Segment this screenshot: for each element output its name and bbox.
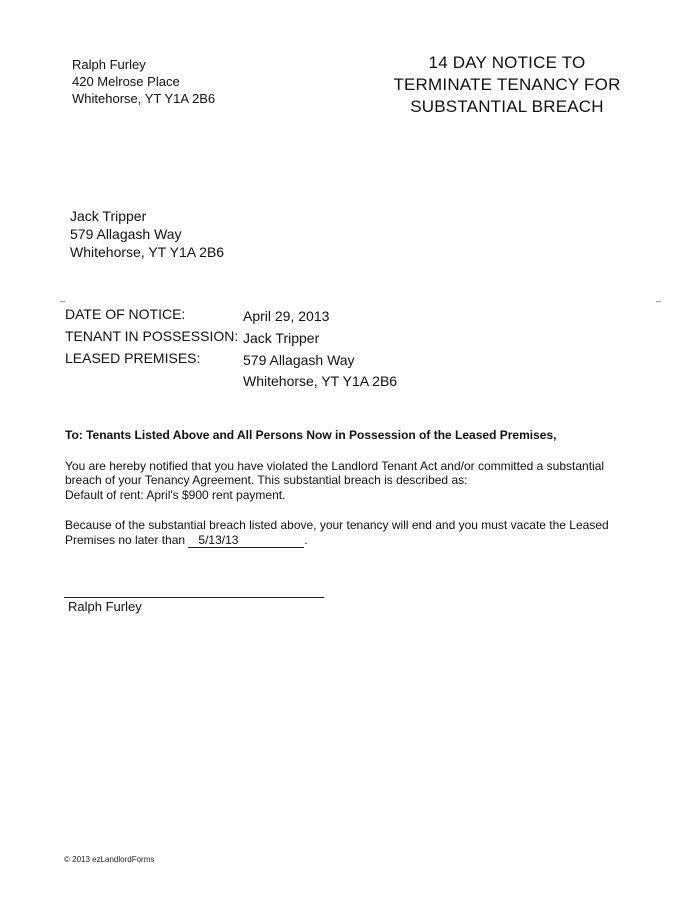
breach-line-2: breach of your Tenancy Agreement. This substantial breach is described as: bbox=[65, 473, 468, 487]
copyright-footer: © 2013 ezLandlordForms bbox=[64, 855, 155, 864]
greeting: To: Tenants Listed Above and All Persons Now in Possession of the Leased Premises, bbox=[65, 428, 557, 442]
premises-value bbox=[243, 350, 397, 392]
breach-description: Default of rent: April's $900 rent payment. bbox=[65, 487, 286, 502]
date-value: April 29, 2013 bbox=[243, 308, 330, 324]
tenant-value: Jack Tripper bbox=[243, 330, 320, 346]
premises-label: LEASED PREMISES: bbox=[65, 350, 201, 366]
tenant-address bbox=[70, 207, 224, 261]
landlord-street: 420 Melrose Place bbox=[72, 74, 180, 89]
date-label: DATE OF NOTICE: bbox=[65, 306, 186, 322]
vacate-suffix: . bbox=[304, 532, 308, 547]
landlord-name: Ralph Furley bbox=[72, 57, 146, 72]
left-fold-mark: – bbox=[60, 296, 66, 306]
right-fold-mark: – bbox=[656, 296, 662, 306]
vacate-line-2 bbox=[65, 533, 655, 548]
breach-paragraph bbox=[65, 459, 655, 503]
title-line-3: SUBSTANTIAL BREACH bbox=[410, 97, 604, 116]
landlord-address bbox=[72, 56, 215, 107]
tenant-name: Jack Tripper bbox=[70, 208, 147, 224]
notice-body bbox=[65, 428, 655, 564]
tenant-label: TENANT IN POSSESSION: bbox=[65, 328, 239, 344]
vacate-date-field: 5/13/13 bbox=[188, 534, 304, 548]
signature-name: Ralph Furley bbox=[68, 599, 142, 614]
signature-line bbox=[64, 597, 324, 598]
title-line-1: 14 DAY NOTICE TO bbox=[428, 53, 586, 72]
premises-street: 579 Allagash Way bbox=[243, 352, 355, 368]
notice-title bbox=[372, 52, 642, 118]
breach-line-1: You are hereby notified that you have violated the Landlord Tenant Act and/or committed a substantial bbox=[65, 458, 605, 473]
vacate-prefix: Premises no later than bbox=[65, 532, 186, 547]
title-line-2: TERMINATE TENANCY FOR bbox=[393, 75, 621, 94]
tenant-city: Whitehorse, YT Y1A 2B6 bbox=[70, 244, 225, 260]
vacate-paragraph bbox=[65, 518, 655, 548]
landlord-city: Whitehorse, YT Y1A 2B6 bbox=[72, 91, 216, 106]
vacate-line-1: Because of the substantial breach listed above, your tenancy will end and you must vacate the Leased bbox=[65, 518, 609, 532]
tenant-street: 579 Allagash Way bbox=[70, 226, 182, 242]
premises-city: Whitehorse, YT Y1A 2B6 bbox=[243, 373, 398, 389]
